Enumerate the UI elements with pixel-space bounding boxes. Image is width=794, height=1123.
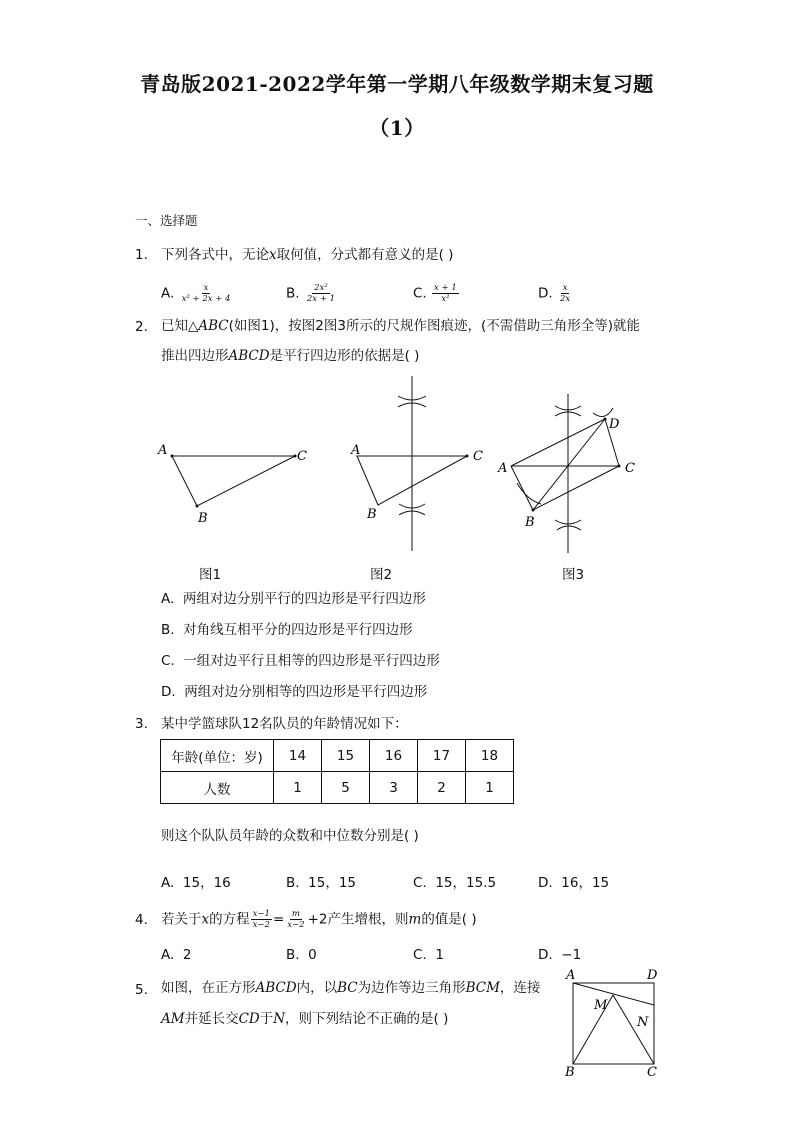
table-cell: 15 [322, 740, 370, 772]
document-title: 青岛版2021-2022学年第一学期八年级数学期末复习题 [140, 72, 654, 96]
figure-2-caption: 图2 [370, 567, 393, 583]
document-title-subtitle: （1） [369, 116, 425, 140]
question-stem: 如图，在正方形ABCD内，以BC为边作等边三角形BCM，连接 [161, 980, 541, 996]
table-cell: 16 [370, 740, 418, 772]
figure-1-triangle [150, 440, 320, 530]
table-cell: 2 [418, 772, 466, 804]
option-a[interactable]: A. 两组对边分别平行的四边形是平行四边形 [161, 591, 426, 607]
question-stem: 下列各式中，无论x取何值，分式都有意义的是( ) [161, 247, 454, 263]
question-stem: 某中学篮球队12名队员的年龄情况如下： [161, 716, 408, 732]
option-b[interactable]: B. 15，15 [286, 875, 357, 891]
question-number: 3. [135, 716, 148, 732]
figure-3-caption: 图3 [562, 567, 585, 583]
table-cell: 1 [274, 772, 322, 804]
fraction: $\frac{x}{2x}$ [559, 283, 571, 304]
question-stem-line2: AM并延长交CD于N，则下列结论不正确的是( ) [161, 1011, 449, 1027]
label-c: C [625, 461, 635, 476]
question-number: 4. [135, 912, 148, 928]
table-cell: 18 [466, 740, 514, 772]
option-d[interactable]: D. 两组对边分别相等的四边形是平行四边形 [161, 684, 428, 700]
table-cell: 17 [418, 740, 466, 772]
age-table [160, 739, 514, 804]
fraction: $\frac{x-1}{x-2}$ [252, 909, 270, 930]
option-d[interactable]: D. −1 [538, 947, 582, 963]
table-header-cell: 年龄(单位：岁) [161, 740, 274, 772]
fraction: $\frac{\text{2x²}}{2x + 1}$ [306, 283, 335, 304]
label-n: N [637, 1015, 649, 1030]
option-c[interactable]: C. 1 [413, 947, 444, 963]
option-d[interactable]: D. 16，15 [538, 875, 610, 891]
table-cell: 5 [322, 772, 370, 804]
label-b: B [367, 507, 377, 522]
label-a: A [351, 443, 361, 458]
table-cell: 14 [274, 740, 322, 772]
figure-2-perpendicular-bisector [345, 372, 495, 554]
table-header-cell: 人数 [161, 772, 274, 804]
table-row [161, 740, 514, 772]
option-a[interactable]: A. 15，16 [161, 875, 231, 891]
label-a: A [158, 443, 168, 458]
label-c: C [473, 449, 483, 464]
option-c[interactable]: C. 15，15.5 [413, 875, 497, 891]
label-d: D [609, 417, 620, 432]
fraction: $\frac{x + 1}{\text{x²}}$ [434, 283, 457, 304]
label-b: B [198, 511, 208, 526]
figure-1-caption: 图1 [199, 567, 222, 583]
question-stem-line2: 推出四边形ABCD是平行四边形的依据是( ) [161, 348, 420, 364]
label-d: D [647, 968, 658, 983]
option-a[interactable]: A. 2 [161, 947, 192, 963]
option-c[interactable]: C. 一组对边平行且相等的四边形是平行四边形 [161, 653, 440, 669]
option-d[interactable]: D. $\frac{x}{2x}$ [538, 283, 571, 304]
fraction: $\frac{m}{x-2}$ [287, 909, 305, 930]
label-c: C [297, 449, 307, 464]
label-b: B [565, 1065, 575, 1080]
table-row [161, 772, 514, 804]
label-a: A [566, 968, 576, 983]
figure-square-abcd [560, 965, 664, 1080]
question-number: 5. [135, 982, 148, 998]
option-c[interactable]: C. $\frac{x + 1}{\text{x²}}$ [413, 283, 457, 304]
option-b[interactable]: B. 对角线互相平分的四边形是平行四边形 [161, 622, 413, 638]
question-stem: 已知△ABC(如图1)，按图2图3所示的尺规作图痕迹，(不需借助三角形全等)就能 [161, 318, 640, 334]
fraction: $\frac{x}{\text{x² + 2x + 4}}$ [181, 283, 231, 304]
label-c: C [647, 1065, 657, 1080]
table-cell: 3 [370, 772, 418, 804]
label-m: M [594, 998, 608, 1013]
figure-3-parallelogram [495, 388, 645, 556]
table-cell: 1 [466, 772, 514, 804]
option-b[interactable]: B. $\frac{\text{2x²}}{2x + 1}$ [286, 283, 335, 304]
question-number: 2. [135, 319, 148, 335]
label-a: A [498, 461, 508, 476]
question-text: 则这个队队员年龄的众数和中位数分别是( ) [161, 828, 419, 844]
option-b[interactable]: B. 0 [286, 947, 317, 963]
option-a[interactable]: A. $\frac{x}{\text{x² + 2x + 4}}$ [161, 283, 231, 304]
question-stem: 若关于x的方程 $\frac{x-1}{x-2}$ = $\frac{m}{x-2}$ +2产生增根，则m的值是( ) [161, 909, 477, 930]
label-b: B [525, 515, 535, 530]
question-number: 1. [135, 247, 148, 263]
section-heading: 一、选择题 [135, 213, 198, 228]
